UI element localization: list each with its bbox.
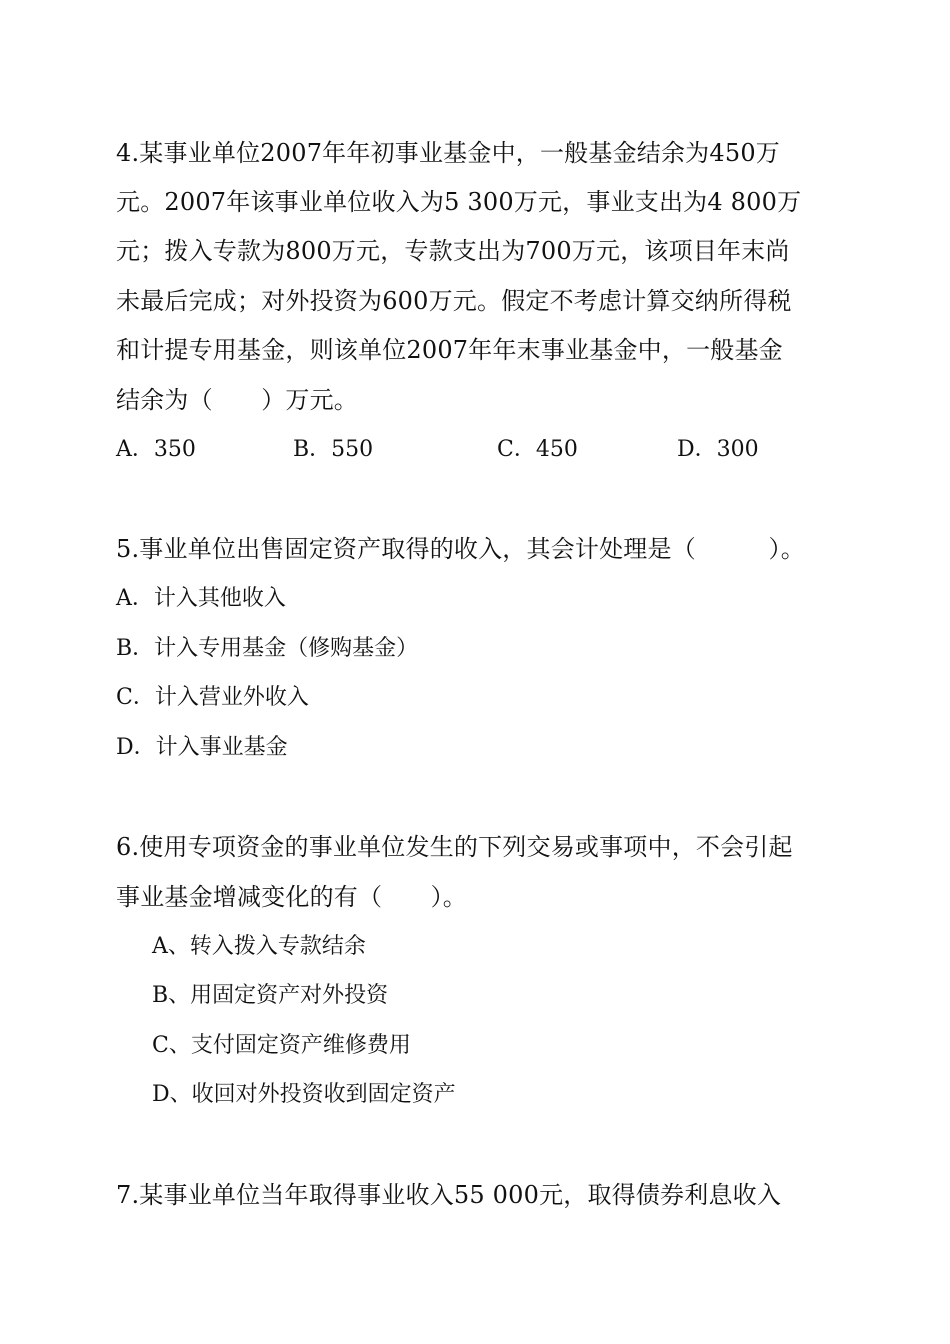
question-5-option-a: A．计入其他收入: [116, 586, 286, 611]
question-5-option-b: B．计入专用基金（修购基金）: [116, 636, 419, 661]
question-4-stem-line-6: 结余为（ ）万元。: [116, 386, 358, 414]
question-4-stem-line-3: 元；拨入专款为800万元，专款支出为700万元，该项目年末尚: [116, 237, 790, 265]
question-4-stem-line-4: 未最后完成；对外投资为600万元。假定不考虑计算交纳所得税: [116, 287, 792, 315]
question-6-option-c: C、支付固定资产维修费用: [152, 1033, 411, 1058]
question-6-option-b: B、用固定资产对外投资: [152, 983, 389, 1008]
question-5-option-d: D．计入事业基金: [116, 735, 288, 760]
question-4-option-a: A．350: [116, 437, 196, 462]
question-6-option-d: D、收回对外投资收到固定资产: [152, 1082, 456, 1107]
question-5-stem: 5.事业单位出售固定资产取得的收入，其会计处理是（ ）。: [116, 535, 805, 563]
question-4-stem-line-2: 元。2007年该事业单位收入为5 300万元，事业支出为4 800万: [116, 188, 802, 216]
question-4-option-d: D．300: [677, 437, 759, 462]
question-6-stem-line-2: 事业基金增减变化的有（ ）。: [116, 883, 467, 911]
question-6-option-a: A、转入拨入专款结余: [152, 934, 366, 959]
question-4-option-b: B．550: [293, 437, 374, 462]
question-6-stem-line-1: 6.使用专项资金的事业单位发生的下列交易或事项中，不会引起: [116, 833, 793, 861]
question-5-option-c: C．计入营业外收入: [116, 685, 309, 710]
question-4-stem-line-1: 4.某事业单位2007年年初事业基金中，一般基金结余为450万: [116, 139, 780, 167]
question-7-stem-line-1: 7.某事业单位当年取得事业收入55 000元，取得债券利息收入: [116, 1181, 782, 1209]
question-4-option-c: C．450: [497, 437, 578, 462]
question-4-stem-line-5: 和计提专用基金，则该单位2007年年末事业基金中，一般基金: [116, 336, 783, 364]
